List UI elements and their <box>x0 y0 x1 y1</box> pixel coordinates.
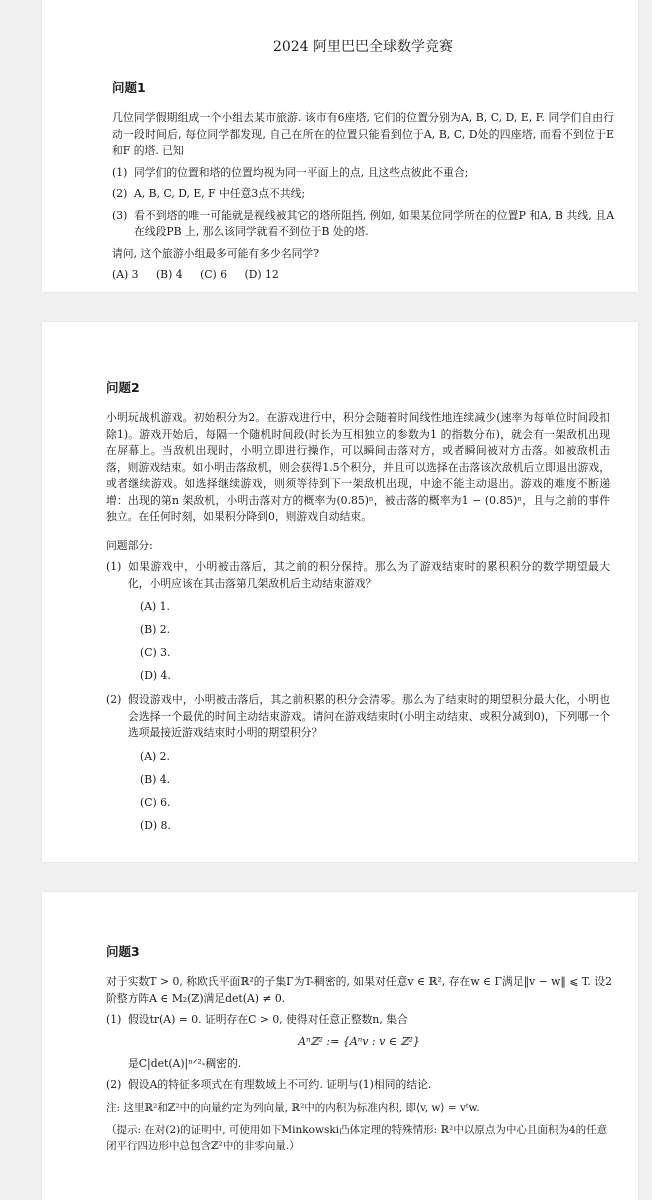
part2-options <box>140 749 610 834</box>
option: (B) 2. <box>140 623 171 636</box>
display-formula: Aⁿℤ² := {Aⁿv : v ∈ ℤ²} <box>298 1034 420 1048</box>
condition-text: 看不到塔的唯一可能就是视线被其它的塔所阻挡, 例如, 如果某位同学所在的位置P 和A, B 共线, 且A 在线段PB 上, 那么该同学就看不到位于B 处的塔. <box>134 208 614 238</box>
option: (C) 6. <box>140 795 171 809</box>
problem2-part <box>106 692 610 742</box>
part1-options <box>140 599 610 684</box>
part-number: (2) <box>106 693 122 706</box>
page-1 <box>42 0 638 292</box>
problem1-condition <box>112 165 614 182</box>
note: 注: 这里ℝ²和ℤ²中的向量约定为列向量, ℝ²中的内积为标准内积, 即⟨v, w⟩ = vᵗw. <box>106 1101 480 1114</box>
part1-conclusion: 是C|det(A)|ⁿᐟ²-稠密的. <box>128 1056 242 1070</box>
parts-label: 问题部分: <box>106 538 153 552</box>
option: (A) 3 <box>112 268 139 281</box>
problem2-intro: 小明玩战机游戏。初始积分为2。在游戏进行中，积分会随着时间线性地连续减少(速率为每单位时间段扣除1)。游戏开始后，每隔一个随机时间段(时长为互相独立的参数为1 的指数分布)，就会有一架敌机出现在屏幕上。当敌机出现时，小明立即进行操作，可以瞬间击落对方，或者瞬间被对方击落。如被敌机击落，则游戏结束。如小明击落敌机，则会获得1.5个积分，并且可以选择在击落该次敌机后立即退出游戏，或者继续游戏。如选择继续游戏，则须等待到下一架敌机出现，中途不能主动退出。游戏的难度不断递增：出现的第n 架敌机，小明击落对方的概率为(0.85)ⁿ，被击落的概率为1 − (0.85)ⁿ，且与之前的事件独立。在任何时刻，如果积分降到0，则游戏自动结束。 <box>106 411 610 523</box>
problem1-intro: 几位同学假期组成一个小组去某市旅游. 该市有6座塔, 它们的位置分别为A, B, C, D, E, F. 同学们自由行动一段时间后, 每位同学都发现, 自己在所在的位置只能看到位于A, B, C, D处的四座塔, 而看不到位于E 和F 的塔. 已知 <box>112 111 614 157</box>
option: (A) 1. <box>140 600 170 613</box>
problem2-heading: 问题2 <box>106 380 140 395</box>
part-text: 如果游戏中，小明被击落后，其之前的积分保持。那么为了游戏结束时的累积积分的数学期望最大化，小明应该在其击落第几架敌机后主动结束游戏？ <box>128 560 610 590</box>
option: (C) 6 <box>200 268 228 281</box>
part-text: 假设游戏中，小明被击落后，其之前积累的积分会清零。那么为了结束时的期望积分最大化，小明也会选择一个最优的时间主动结束游戏。请问在游戏结束时(小明主动结束、或积分减到0)，下列哪一个选项最接近游戏结束时小明的期望积分？ <box>128 693 610 739</box>
problem1-condition <box>112 208 614 241</box>
problem1-condition <box>112 186 614 203</box>
part-text: 假设tr(A) = 0. 证明存在C > 0, 使得对任意正整数n, 集合 <box>128 1013 408 1026</box>
problem2-part <box>106 559 610 592</box>
part-number: (1) <box>106 560 122 573</box>
problem1-question: 请问, 这个旅游小组最多可能有多少名同学? <box>112 246 319 260</box>
page-3 <box>42 892 638 1200</box>
document-title: 2024 阿里巴巴全球数学竞赛 <box>272 39 454 55</box>
condition-text: A, B, C, D, E, F 中任意3点不共线; <box>134 187 306 200</box>
hint: （提示: 在对(2)的证明中, 可使用如下Minkowski凸体定理的特殊情形: ℝ²中以原点为中心且面积为4的任意闭平行四边形中总包含ℤ²中的非零向量.） <box>106 1123 608 1152</box>
condition-number: (1) <box>112 165 128 179</box>
condition-number: (3) <box>112 208 128 222</box>
option: (A) 2. <box>140 749 170 763</box>
problem3-heading: 问题3 <box>106 944 140 959</box>
part-text: 假设A的特征多项式在有理数域上不可约. 证明与(1)相同的结论. <box>128 1078 432 1091</box>
problem3-part1 <box>106 1012 612 1029</box>
option: (B) 4. <box>140 772 171 786</box>
part-number: (1) <box>106 1013 122 1026</box>
option: (D) 8. <box>140 818 171 832</box>
condition-text: 同学们的位置和塔的位置均视为同一平面上的点, 且这些点彼此不重合; <box>134 165 469 179</box>
option: (D) 4. <box>140 669 171 682</box>
part-number: (2) <box>106 1078 122 1091</box>
page-2 <box>42 322 638 862</box>
option: (B) 4 <box>155 268 183 281</box>
problem3-intro: 对于实数T > 0, 称欧氏平面ℝ²的子集Γ为T-稠密的, 如果对任意v ∈ ℝ², 存在w ∈ Γ满足‖v − w‖ ⩽ T. 设2阶整方阵A ∈ M₂(ℤ)满足det(A) ≠ 0. <box>106 975 612 1005</box>
problem1-options <box>112 268 614 281</box>
option: (C) 3. <box>140 646 171 659</box>
condition-number: (2) <box>112 187 128 200</box>
problem3-part2 <box>106 1077 612 1094</box>
option: (D) 12 <box>244 268 279 281</box>
problem1-heading: 问题1 <box>112 80 146 95</box>
